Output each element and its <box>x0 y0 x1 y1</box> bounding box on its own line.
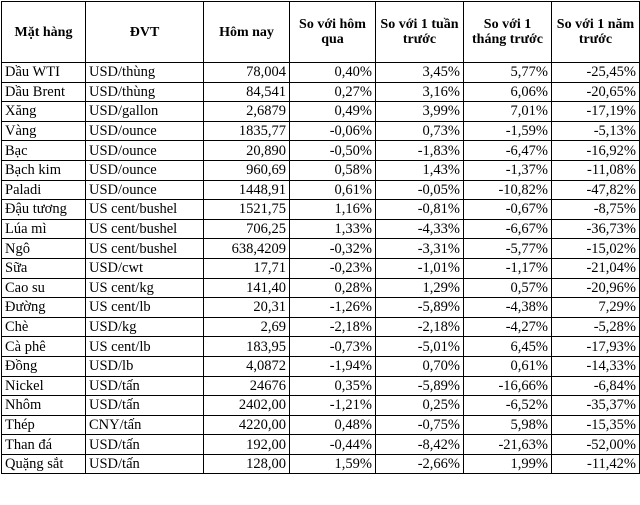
cell-vs-year: -47,82% <box>552 180 640 200</box>
cell-today: 638,4209 <box>204 239 290 259</box>
cell-vs-yesterday: 1,33% <box>290 219 376 239</box>
cell-vs-year: -52,00% <box>552 435 640 455</box>
cell-vs-yesterday: -1,26% <box>290 298 376 318</box>
cell-vs-yesterday: -1,21% <box>290 396 376 416</box>
commodity-price-table <box>1 1 640 474</box>
cell-unit: US cent/bushel <box>86 200 204 220</box>
cell-vs-week: -5,01% <box>376 337 464 357</box>
cell-vs-week: -2,66% <box>376 454 464 474</box>
cell-unit: US cent/lb <box>86 298 204 318</box>
cell-today: 183,95 <box>204 337 290 357</box>
cell-vs-yesterday: -0,73% <box>290 337 376 357</box>
cell-unit: USD/ounce <box>86 180 204 200</box>
cell-today: 78,004 <box>204 63 290 83</box>
cell-commodity: Paladi <box>2 180 86 200</box>
cell-vs-year: -15,35% <box>552 415 640 435</box>
cell-unit: USD/gallon <box>86 102 204 122</box>
cell-unit: USD/tấn <box>86 435 204 455</box>
table-body <box>2 63 640 474</box>
cell-vs-month: 0,61% <box>464 356 552 376</box>
cell-vs-yesterday: 0,49% <box>290 102 376 122</box>
cell-today: 1835,77 <box>204 121 290 141</box>
table-row <box>2 82 640 102</box>
cell-vs-year: -11,42% <box>552 454 640 474</box>
cell-vs-year: -36,73% <box>552 219 640 239</box>
cell-today: 20,31 <box>204 298 290 318</box>
cell-vs-year: 7,29% <box>552 298 640 318</box>
cell-commodity: Than đá <box>2 435 86 455</box>
cell-vs-week: -4,33% <box>376 219 464 239</box>
cell-vs-month: -1,17% <box>464 258 552 278</box>
cell-vs-week: 0,73% <box>376 121 464 141</box>
cell-vs-week: -1,83% <box>376 141 464 161</box>
cell-vs-month: -0,67% <box>464 200 552 220</box>
cell-vs-yesterday: -0,50% <box>290 141 376 161</box>
cell-vs-yesterday: 0,48% <box>290 415 376 435</box>
table-row <box>2 454 640 474</box>
cell-vs-year: -17,19% <box>552 102 640 122</box>
cell-vs-month: 5,77% <box>464 63 552 83</box>
cell-vs-month: 6,06% <box>464 82 552 102</box>
cell-vs-month: -5,77% <box>464 239 552 259</box>
cell-vs-yesterday: 0,40% <box>290 63 376 83</box>
cell-vs-week: 1,43% <box>376 160 464 180</box>
cell-unit: USD/tấn <box>86 454 204 474</box>
cell-vs-month: -4,38% <box>464 298 552 318</box>
cell-commodity: Nickel <box>2 376 86 396</box>
cell-today: 2402,00 <box>204 396 290 416</box>
cell-vs-year: -17,93% <box>552 337 640 357</box>
cell-unit: USD/cwt <box>86 258 204 278</box>
cell-today: 24676 <box>204 376 290 396</box>
cell-vs-month: -6,52% <box>464 396 552 416</box>
table-row <box>2 317 640 337</box>
cell-today: 1521,75 <box>204 200 290 220</box>
header-today: Hôm nay <box>204 2 290 63</box>
cell-commodity: Chè <box>2 317 86 337</box>
cell-commodity: Lúa mì <box>2 219 86 239</box>
cell-unit: US cent/bushel <box>86 239 204 259</box>
cell-vs-year: -15,02% <box>552 239 640 259</box>
cell-commodity: Bạc <box>2 141 86 161</box>
cell-vs-week: -0,81% <box>376 200 464 220</box>
cell-vs-week: -5,89% <box>376 376 464 396</box>
cell-commodity: Thép <box>2 415 86 435</box>
cell-commodity: Đậu tương <box>2 200 86 220</box>
cell-vs-week: 3,45% <box>376 63 464 83</box>
cell-vs-yesterday: 0,35% <box>290 376 376 396</box>
cell-vs-yesterday: 1,16% <box>290 200 376 220</box>
cell-vs-yesterday: -2,18% <box>290 317 376 337</box>
cell-vs-month: -6,67% <box>464 219 552 239</box>
cell-vs-month: -21,63% <box>464 435 552 455</box>
cell-vs-month: 5,98% <box>464 415 552 435</box>
cell-vs-month: -4,27% <box>464 317 552 337</box>
table-row <box>2 102 640 122</box>
cell-vs-week: 1,29% <box>376 278 464 298</box>
cell-vs-year: -11,08% <box>552 160 640 180</box>
cell-vs-year: -20,96% <box>552 278 640 298</box>
cell-vs-yesterday: 0,28% <box>290 278 376 298</box>
cell-today: 20,890 <box>204 141 290 161</box>
cell-vs-month: 0,57% <box>464 278 552 298</box>
header-vs-month: So với 1 tháng trước <box>464 2 552 63</box>
cell-vs-year: -5,28% <box>552 317 640 337</box>
table-row <box>2 141 640 161</box>
table-row <box>2 396 640 416</box>
cell-vs-year: -21,04% <box>552 258 640 278</box>
cell-today: 1448,91 <box>204 180 290 200</box>
cell-vs-yesterday: -1,94% <box>290 356 376 376</box>
cell-unit: USD/kg <box>86 317 204 337</box>
table-row <box>2 239 640 259</box>
cell-vs-yesterday: 0,61% <box>290 180 376 200</box>
cell-vs-week: -3,31% <box>376 239 464 259</box>
header-unit: ĐVT <box>86 2 204 63</box>
cell-vs-week: -2,18% <box>376 317 464 337</box>
header-vs-yesterday: So với hôm qua <box>290 2 376 63</box>
cell-commodity: Bạch kim <box>2 160 86 180</box>
table-row <box>2 121 640 141</box>
cell-vs-week: 3,16% <box>376 82 464 102</box>
cell-today: 17,71 <box>204 258 290 278</box>
cell-unit: USD/ounce <box>86 160 204 180</box>
cell-today: 84,541 <box>204 82 290 102</box>
cell-today: 960,69 <box>204 160 290 180</box>
cell-vs-month: 7,01% <box>464 102 552 122</box>
table-row <box>2 337 640 357</box>
cell-commodity: Cao su <box>2 278 86 298</box>
table-row <box>2 376 640 396</box>
cell-commodity: Ngô <box>2 239 86 259</box>
table-row <box>2 435 640 455</box>
cell-today: 4220,00 <box>204 415 290 435</box>
cell-commodity: Xăng <box>2 102 86 122</box>
cell-unit: USD/tấn <box>86 396 204 416</box>
cell-vs-yesterday: -0,06% <box>290 121 376 141</box>
cell-today: 128,00 <box>204 454 290 474</box>
header-vs-week: So với 1 tuần trước <box>376 2 464 63</box>
cell-unit: US cent/kg <box>86 278 204 298</box>
cell-vs-year: -35,37% <box>552 396 640 416</box>
cell-unit: USD/thùng <box>86 82 204 102</box>
table-row <box>2 219 640 239</box>
table-row <box>2 63 640 83</box>
cell-vs-yesterday: 1,59% <box>290 454 376 474</box>
cell-vs-month: 6,45% <box>464 337 552 357</box>
cell-unit: US cent/lb <box>86 337 204 357</box>
cell-today: 2,69 <box>204 317 290 337</box>
cell-unit: US cent/bushel <box>86 219 204 239</box>
cell-vs-week: -8,42% <box>376 435 464 455</box>
cell-today: 192,00 <box>204 435 290 455</box>
cell-commodity: Cà phê <box>2 337 86 357</box>
cell-vs-week: 0,70% <box>376 356 464 376</box>
cell-vs-month: -6,47% <box>464 141 552 161</box>
cell-commodity: Vàng <box>2 121 86 141</box>
cell-vs-week: -0,75% <box>376 415 464 435</box>
cell-vs-year: -14,33% <box>552 356 640 376</box>
cell-commodity: Nhôm <box>2 396 86 416</box>
cell-unit: USD/ounce <box>86 121 204 141</box>
table-row <box>2 356 640 376</box>
cell-vs-month: -1,59% <box>464 121 552 141</box>
cell-commodity: Sữa <box>2 258 86 278</box>
cell-vs-month: -16,66% <box>464 376 552 396</box>
cell-unit: CNY/tấn <box>86 415 204 435</box>
cell-commodity: Đồng <box>2 356 86 376</box>
cell-vs-yesterday: -0,44% <box>290 435 376 455</box>
header-vs-year: So với 1 năm trước <box>552 2 640 63</box>
cell-today: 706,25 <box>204 219 290 239</box>
cell-vs-year: -6,84% <box>552 376 640 396</box>
cell-vs-week: -5,89% <box>376 298 464 318</box>
table-row <box>2 415 640 435</box>
cell-vs-week: -1,01% <box>376 258 464 278</box>
table-row <box>2 200 640 220</box>
table-row <box>2 160 640 180</box>
cell-vs-year: -8,75% <box>552 200 640 220</box>
cell-vs-month: -10,82% <box>464 180 552 200</box>
cell-vs-month: -1,37% <box>464 160 552 180</box>
cell-unit: USD/lb <box>86 356 204 376</box>
cell-vs-week: -0,05% <box>376 180 464 200</box>
header-commodity: Mặt hàng <box>2 2 86 63</box>
table-row <box>2 258 640 278</box>
cell-vs-week: 3,99% <box>376 102 464 122</box>
cell-commodity: Dầu Brent <box>2 82 86 102</box>
cell-today: 141,40 <box>204 278 290 298</box>
cell-today: 2,6879 <box>204 102 290 122</box>
cell-vs-year: -25,45% <box>552 63 640 83</box>
cell-vs-year: -16,92% <box>552 141 640 161</box>
cell-commodity: Dầu WTI <box>2 63 86 83</box>
cell-today: 4,0872 <box>204 356 290 376</box>
cell-vs-year: -5,13% <box>552 121 640 141</box>
cell-unit: USD/ounce <box>86 141 204 161</box>
cell-vs-yesterday: -0,32% <box>290 239 376 259</box>
cell-unit: USD/thùng <box>86 63 204 83</box>
cell-vs-year: -20,65% <box>552 82 640 102</box>
table-row <box>2 298 640 318</box>
table-row <box>2 278 640 298</box>
table-row <box>2 180 640 200</box>
header-row <box>2 2 640 63</box>
cell-vs-yesterday: 0,27% <box>290 82 376 102</box>
cell-vs-yesterday: -0,23% <box>290 258 376 278</box>
cell-vs-yesterday: 0,58% <box>290 160 376 180</box>
cell-vs-week: 0,25% <box>376 396 464 416</box>
cell-commodity: Đường <box>2 298 86 318</box>
cell-vs-month: 1,99% <box>464 454 552 474</box>
cell-unit: USD/tấn <box>86 376 204 396</box>
cell-commodity: Quặng sắt <box>2 454 86 474</box>
